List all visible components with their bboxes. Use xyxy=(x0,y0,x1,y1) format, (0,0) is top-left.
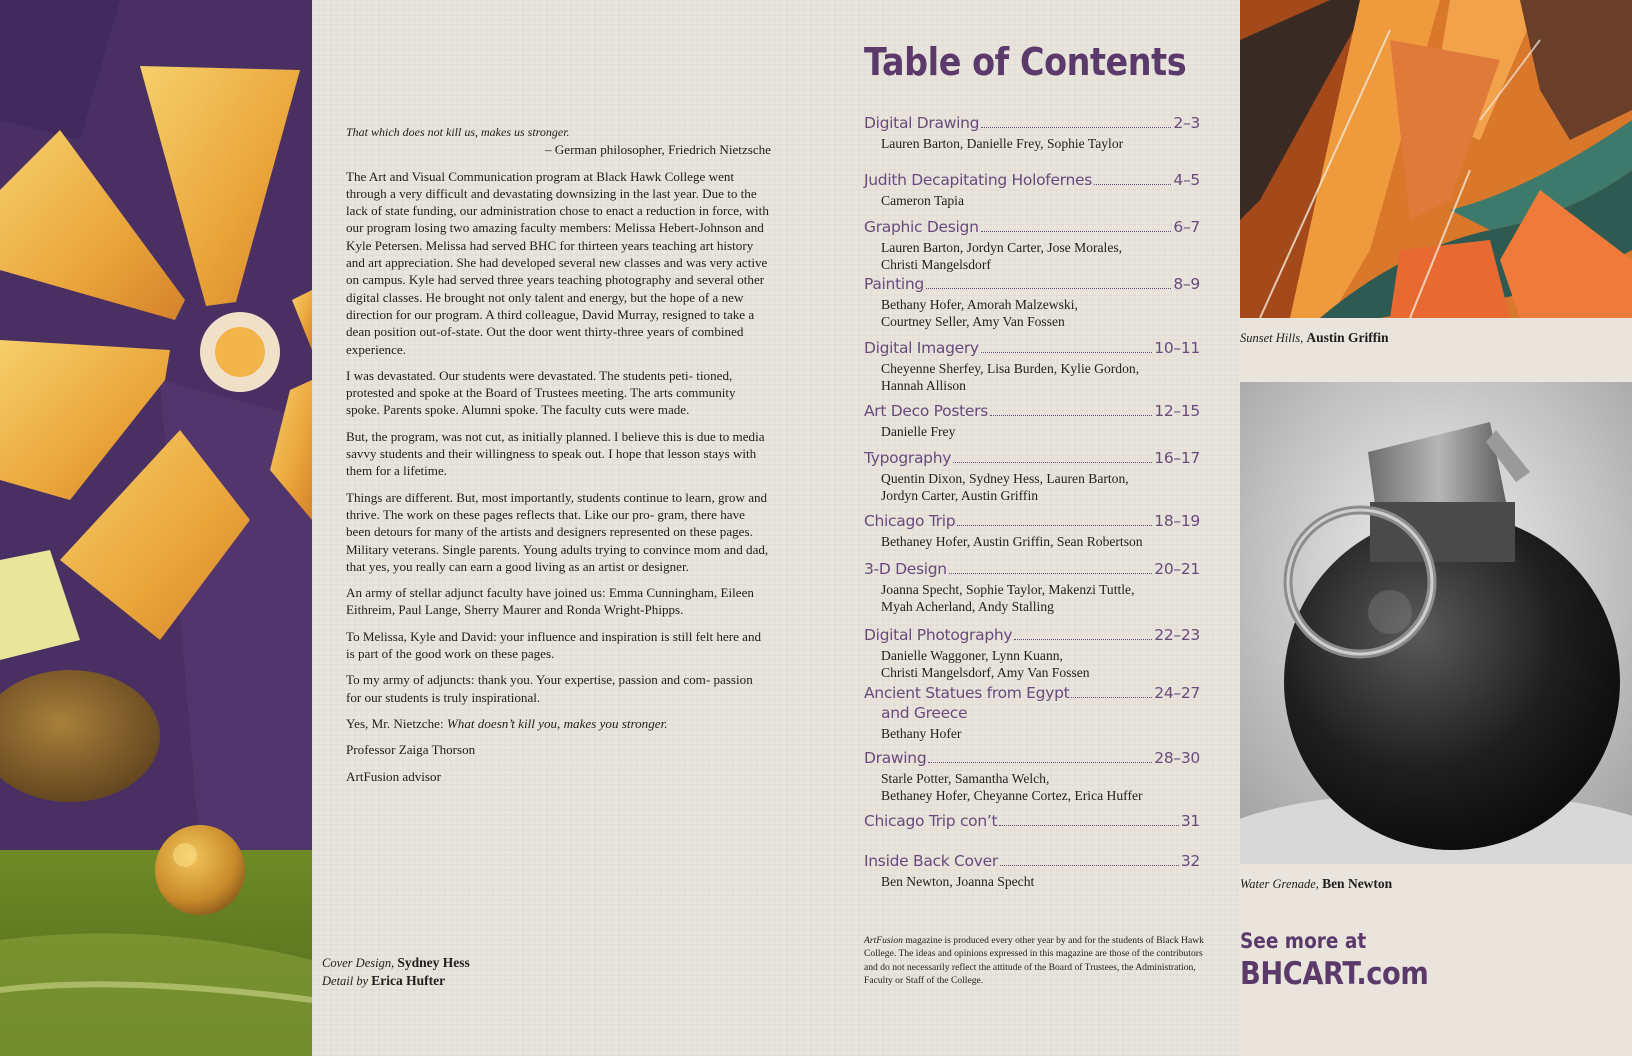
toc-title: Table of Contents xyxy=(864,40,1187,84)
toc-page-range: 18–19 xyxy=(1154,512,1200,530)
contributor-line: Jordyn Carter, Austin Griffin xyxy=(881,488,1039,503)
toc-entry-line xyxy=(864,512,1200,532)
water-grenade-photo xyxy=(1240,382,1632,864)
detail-label: Detail by xyxy=(322,974,372,988)
nietzsche-quote: That which does not kill us, makes us stronger. xyxy=(346,125,570,139)
contributor-line: Bethaney Hofer, Cheyanne Cortez, Erica Huffer xyxy=(881,788,1143,803)
letter-paragraph: An army of stellar adjunct faculty have joined us: Emma Cunningham, Eileen Eithreim, Paul Lange, Sherry Maurer and Ronda Wright-Phipps. xyxy=(346,585,754,618)
toc-leader-dots xyxy=(999,824,1179,826)
toc-page-range: 6–7 xyxy=(1173,218,1200,236)
toc-entry[interactable] xyxy=(864,626,1200,681)
toc-leader-dots xyxy=(990,414,1152,416)
artist-name: Austin Griffin xyxy=(1306,330,1389,345)
toc-page-range: 32 xyxy=(1180,852,1200,870)
toc-entry-line xyxy=(864,852,1200,872)
contributor-line: Hannah Allison xyxy=(881,378,966,393)
toc-page-range: 22–23 xyxy=(1154,626,1200,644)
signature-name: Professor Zaiga Thorson xyxy=(346,742,476,758)
toc-entry[interactable] xyxy=(864,812,1200,832)
toc-leader-dots xyxy=(928,761,1152,763)
toc-contributors xyxy=(864,873,1200,890)
cover-design-label: Cover Design, xyxy=(322,956,398,970)
cover-credit xyxy=(322,954,470,990)
toc-entry-line xyxy=(864,339,1200,359)
website-promo xyxy=(1240,928,1428,994)
toc-entry[interactable] xyxy=(864,449,1200,504)
contributor-line: Christi Mangelsdorf, Amy Van Fossen xyxy=(881,665,1090,680)
toc-contributors xyxy=(864,647,1200,681)
sunset-hills-painting xyxy=(1240,0,1632,318)
toc-entry-line xyxy=(864,684,1200,704)
toc-page-range: 4–5 xyxy=(1173,171,1200,189)
contributor-line: Lauren Barton, Danielle Frey, Sophie Taylor xyxy=(881,136,1124,151)
toc-section-title: Judith Decapitating Holofernes xyxy=(864,171,1093,189)
letter-paragraph: To Melissa, Kyle and David: your influence and inspiration is still felt here and is part of the good work on these pages. xyxy=(346,628,762,662)
disclaimer xyxy=(864,934,1214,987)
contributor-line: Christi Mangelsdorf xyxy=(881,257,991,272)
toc-contributors xyxy=(864,192,1200,209)
toc-entry[interactable] xyxy=(864,402,1200,440)
contributor-line: Danielle Frey xyxy=(881,424,956,439)
contributor-line: Ben Newton, Joanna Specht xyxy=(881,874,1035,889)
closing-lead: Yes, Mr. Nietzche: xyxy=(346,715,447,731)
toc-entry[interactable] xyxy=(864,512,1200,550)
letter-closing xyxy=(346,715,771,732)
toc-page-range: 12–15 xyxy=(1154,402,1200,420)
toc-section-title: Digital Drawing xyxy=(864,114,980,132)
toc-page-range: 20–21 xyxy=(1154,560,1200,578)
toc-leader-dots xyxy=(1094,183,1171,185)
toc-page-range: 24–27 xyxy=(1154,684,1200,702)
toc-entry[interactable] xyxy=(864,684,1200,742)
signature-title: ArtFusion advisor xyxy=(346,768,441,784)
toc-entry-line xyxy=(864,275,1200,295)
toc-page-range: 31 xyxy=(1180,812,1200,830)
letter-paragraph: The Art and Visual Communication program at Black Hawk College went through a very difficult and devastating downsizing in the last year. Due to the lack of state funding, our administration chose to enact a reduction in force, with our program losing two amazing faculty members: Melissa Hebert-Johnson and Kyle Petersen. Melissa had served BHC for thirteen years teaching art history and art appreciation. She had developed several new classes and was very active on campus. Kyle had served three years teaching photography and several other digital classes. He brought not only talent and energy, but the hope of a new direction for our program. A third colleague, David Murray, resigned to take a dean position out-of-state. Out the door went thirty-three years of combined experience. xyxy=(346,168,769,357)
toc-leader-dots xyxy=(953,461,1152,463)
detail-artist: Erica Hufter xyxy=(371,973,446,988)
toc-contributors xyxy=(864,533,1200,550)
website-link[interactable]: BHCART.com xyxy=(1240,956,1429,992)
toc-leader-dots xyxy=(981,351,1153,353)
toc-entry-line xyxy=(864,812,1200,832)
toc-leader-dots xyxy=(1000,864,1179,866)
toc-leader-dots xyxy=(1071,696,1152,698)
toc-contributors xyxy=(864,239,1200,273)
disclaimer-text: magazine is produced every other year by and for the students of Black Hawk College. The ideas and opinions expressed in this magazine are those of the contributors and do not necessarily reflect the attitude of the Board of Trustees, the Administration, Faculty or Staff of the College. xyxy=(864,935,1204,986)
toc-section-title: Drawing xyxy=(864,749,927,767)
quote-attribution: – German philosopher, Friedrich Nietzsche xyxy=(544,142,771,158)
toc-contributors xyxy=(864,470,1200,504)
magazine-name: ArtFusion xyxy=(864,935,903,946)
toc-page-range: 28–30 xyxy=(1154,749,1200,767)
contributor-line: Cameron Tapia xyxy=(881,193,964,208)
cover-designer: Sydney Hess xyxy=(397,955,470,970)
advisor-letter xyxy=(346,124,771,794)
toc-section-title: Ancient Statues from Egypt xyxy=(864,684,1070,702)
letter-paragraph: To my army of adjuncts: thank you. Your expertise, passion and com- passion for our students is truly inspirational. xyxy=(346,672,753,705)
toc-page-range: 16–17 xyxy=(1154,449,1200,467)
toc-section-title: Inside Back Cover xyxy=(864,852,998,870)
toc-entry-line xyxy=(864,749,1200,769)
contributor-line: Quentin Dixon, Sydney Hess, Lauren Barton, xyxy=(881,471,1129,486)
toc-entry[interactable] xyxy=(864,171,1200,209)
toc-entry-line xyxy=(864,402,1200,422)
toc-section-title: Graphic Design xyxy=(864,218,979,236)
toc-entry-line xyxy=(864,171,1200,191)
contributor-line: Cheyenne Sherfey, Lisa Burden, Kylie Gordon, xyxy=(881,361,1140,376)
toc-contributors xyxy=(864,770,1200,804)
toc-contributors xyxy=(864,581,1200,615)
artist-name: Ben Newton xyxy=(1322,876,1393,891)
toc-section-title: Art Deco Posters xyxy=(864,402,988,420)
toc-contributors xyxy=(864,423,1200,440)
artwork-title: Sunset Hills, xyxy=(1240,331,1307,345)
toc-contributors xyxy=(864,360,1200,394)
contributor-line: Starle Potter, Samantha Welch, xyxy=(881,771,1050,786)
toc-section-title-cont: and Greece xyxy=(881,704,968,722)
toc-entry[interactable] xyxy=(864,275,1200,330)
contributor-line: Courtney Seller, Amy Van Fossen xyxy=(881,314,1065,329)
contributor-line: Bethany Hofer, Amorah Malzewski, xyxy=(881,297,1078,312)
toc-entry-line xyxy=(864,626,1200,646)
toc-section-title: Digital Photography xyxy=(864,626,1013,644)
toc-entry[interactable] xyxy=(864,749,1200,804)
toc-entry[interactable] xyxy=(864,114,1200,152)
toc-entry[interactable] xyxy=(864,339,1200,394)
contributor-line: Bethaney Hofer, Austin Griffin, Sean Robertson xyxy=(881,534,1143,549)
letter-paragraph: I was devastated. Our students were devastated. The students peti- tioned, protested and spoke at the Board of Trustees meeting. The arts community spoke. Parents spoke. Alumni spoke. The faculty cuts were made. xyxy=(346,367,736,418)
toc-leader-dots xyxy=(981,126,1171,128)
toc-contributors xyxy=(864,296,1200,330)
sunset-hills-caption xyxy=(1240,330,1388,346)
contributor-line: Lauren Barton, Jordyn Carter, Jose Morales, xyxy=(881,240,1123,255)
contributor-line: Myah Acherland, Andy Stalling xyxy=(881,599,1054,614)
toc-entry-line xyxy=(864,560,1200,580)
toc-page-range: 10–11 xyxy=(1154,339,1200,357)
toc-leader-dots xyxy=(981,230,1172,232)
contributor-line: Danielle Waggoner, Lynn Kuann, xyxy=(881,648,1063,663)
contributor-line: Joanna Specht, Sophie Taylor, Makenzi Tuttle, xyxy=(881,582,1135,597)
toc-page-range: 2–3 xyxy=(1173,114,1200,132)
toc-leader-dots xyxy=(1014,638,1152,640)
toc-entry[interactable] xyxy=(864,560,1200,615)
toc-section-title: Typography xyxy=(864,449,952,467)
toc-section-title: 3-D Design xyxy=(864,560,947,578)
toc-section-title: Chicago Trip con’t xyxy=(864,812,998,830)
artwork-title: Water Grenade, xyxy=(1240,877,1323,891)
contributor-line: Bethany Hofer xyxy=(881,726,962,741)
letter-paragraph: Things are different. But, most importantly, students continue to learn, grow and thrive. The work on these pages reflects that. Like our pro- gram, there have been detours for many of the artists and designers represented on these pages. Military veterans. Single parents. Young adults trying to convince mom and dad, that yes, you really can earn a good living as an artist or designer. xyxy=(346,489,769,574)
water-grenade-caption xyxy=(1240,876,1392,892)
closing-quote: What doesn’t kill you, makes you stronger. xyxy=(446,715,668,731)
toc-entry-line xyxy=(864,114,1200,134)
toc-leader-dots xyxy=(949,572,1152,574)
toc-contributors xyxy=(864,135,1200,152)
toc-entry[interactable] xyxy=(864,218,1200,273)
toc-section-title: Digital Imagery xyxy=(864,339,979,357)
toc-contributors xyxy=(864,725,1200,742)
toc-page-range: 8–9 xyxy=(1173,275,1200,293)
toc-leader-dots xyxy=(926,287,1171,289)
letter-paragraph: But, the program, was not cut, as initially planned. I believe this is due to media savvy students and their willingness to speak out. I hope that lesson stays with them for a lifetime. xyxy=(346,428,765,479)
see-more-text: See more at xyxy=(1240,929,1367,953)
toc-entry-line xyxy=(864,218,1200,238)
toc-entry[interactable] xyxy=(864,852,1200,890)
toc-section-title: Painting xyxy=(864,275,924,293)
toc-leader-dots xyxy=(957,524,1152,526)
toc-entry-line xyxy=(864,449,1200,469)
cover-painting xyxy=(0,0,312,1056)
toc-section-title: Chicago Trip xyxy=(864,512,956,530)
